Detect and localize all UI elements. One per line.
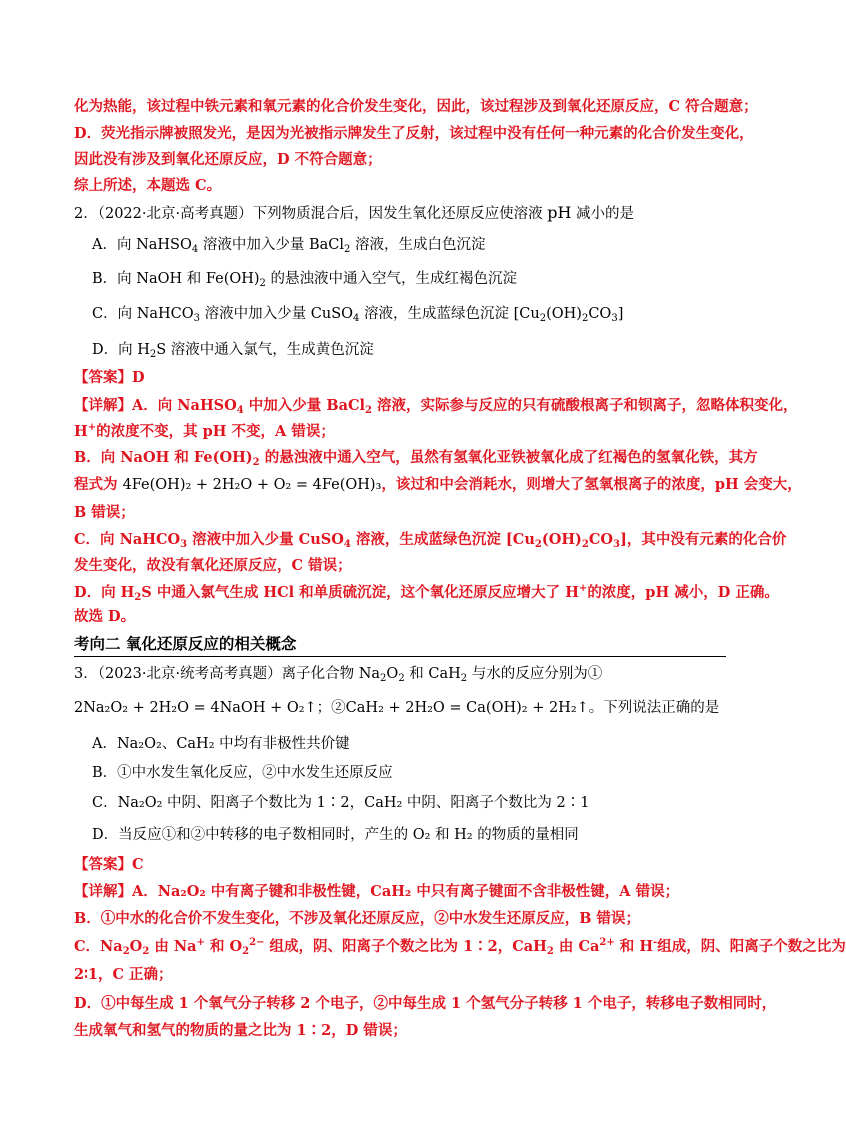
question-2-option-a: A．向 NaHSO$_4$ 溶液中加入少量 BaCl$_2$ 溶液，生成白色沉淀 [92,237,486,255]
explanation-line: D．荧光指示牌被照发光，是因为光被指示牌发生了反射，该过程中没有任何一种元素的化合价发生变化， [74,125,754,142]
section-heading-underline [74,656,726,657]
question-3-explanation: 生成氧气和氢气的物质的量之比为 1∶2，D 错误； [74,1022,407,1039]
question-3-explanation: 2∶1，C 正确； [74,966,173,983]
question-2-explanation: 故选 D。 [74,608,136,625]
question-3-explanation: D．①中每生成 1 个氧气分子转移 2 个电子，②中每生成 1 个氢气分子转移 1 个电子，转移电子数相同时， [74,995,777,1012]
question-3-answer: 【答案】C [74,856,144,873]
question-2-option-c: C．向 NaHCO$_3$ 溶液中加入少量 CuSO$_4$ 溶液，生成蓝绿色沉淀 $[Cu_2(OH)_2CO_3]$ [92,306,624,324]
question-2-explanation: 程式为 4Fe(OH)₂ + 2H₂O + O₂ = 4Fe(OH)₃，该过和中会消耗水，则增大了氢氧根离子的浓度，pH 会变大， [74,476,802,493]
explanation-line: 综上所述，本题选 C。 [74,177,222,194]
question-2-option-b: B．向 NaOH 和 $Fe(OH)_2$ 的悬浊液中通入空气，生成红褐色沉淀 [92,271,518,289]
question-3-option-c: C．Na₂O₂ 中阴、阳离子个数比为 1∶2，CaH₂ 中阴、阳离子个数比为 2∶1 [92,795,590,811]
question-2-option-d: D．向 $H_2S$ 溶液中通入氯气，生成黄色沉淀 [92,342,374,360]
question-3-explanation: 【详解】A．Na₂O₂ 中有离子键和非极性键，CaH₂ 中只有离子键面不含非极性键，A 错误； [74,883,680,900]
question-2-explanation: B．向 NaOH 和 $Fe(OH)_2$ 的悬浊液中通入空气，虽然有氢氧化亚铁被氧化成了红褐色的氢氧化铁，其方 [74,449,758,468]
question-3-option-d: D．当反应①和②中转移的电子数相同时，产生的 O₂ 和 H₂ 的物质的量相同 [92,827,579,843]
question-3-option-b: B．①中水发生氧化反应，②中水发生还原反应 [92,765,393,781]
question-3-equations: 2Na₂O₂ + 2H₂O = 4NaOH + O₂↑；②CaH₂ + 2H₂O = Ca(OH)₂ + 2H₂↑。下列说法正确的是 [74,700,720,716]
question-3-explanation: B．①中水的化合价不发生变化，不涉及氧化还原反应，②中水发生还原反应，B 错误； [74,910,641,927]
question-3-stem: 3．（2023·北京·统考高考真题）离子化合物 $Na_2O_2$ 和 CaH$_2$ 与水的反应分别为① [74,666,603,684]
explanation-line: 化为热能，该过程中铁元素和氧元素的化合价发生变化，因此，该过程涉及到氧化还原反应，C 符合题意； [74,98,758,115]
question-2-stem: 2．（2022·北京·高考真题）下列物质混合后，因发生氧化还原反应使溶液 pH 减小的是 [74,203,635,222]
question-3-option-a: A．Na₂O₂、CaH₂ 中均有非极性共价键 [92,736,350,752]
question-2-explanation: C．向 NaHCO$_3$ 溶液中加入少量 CuSO$_4$ 溶液，生成蓝绿色沉淀 $[Cu_2(OH)_2CO_3]$，其中没有元素的化合价 [74,531,787,550]
section-heading: 考向二 氧化还原反应的相关概念 [74,634,297,653]
question-2-explanation: 发生变化，故没有氧化还原反应，C 错误； [74,557,352,574]
question-2-explanation: D．向 $H_2S$ 中通入氯气生成 HCl 和单质硫沉淀，这个氧化还原反应增大了 H+的浓度，pH 减小，D 正确。 [74,583,779,603]
reaction-equation: 4Fe(OH)₂ + 2H₂O + O₂ = 4Fe(OH)₃ [122,477,382,493]
question-2-answer: 【答案】D [74,369,145,386]
question-3-explanation: C．$Na_2O_2$ 由 Na+ 和 $O_2^{2-}$ 组成，阴、阳离子个数之比为 1∶2，CaH$_2$ 由 $Ca^{2+}$ 和 H-组成，阴、阳离子个数之比为 [74,937,846,957]
question-2-explanation: B 错误； [74,504,135,521]
question-2-explanation: 【详解】A．向 NaHSO$_4$ 中加入少量 BaCl$_2$ 溶液，实际参与反应的只有硫酸根离子和钡离子，忽略体积变化， [74,397,798,416]
question-2-explanation: H+的浓度不变，其 pH 不变，A 错误； [74,422,335,440]
explanation-line: 因此没有涉及到氧化还原反应，D 不符合题意； [74,151,382,168]
